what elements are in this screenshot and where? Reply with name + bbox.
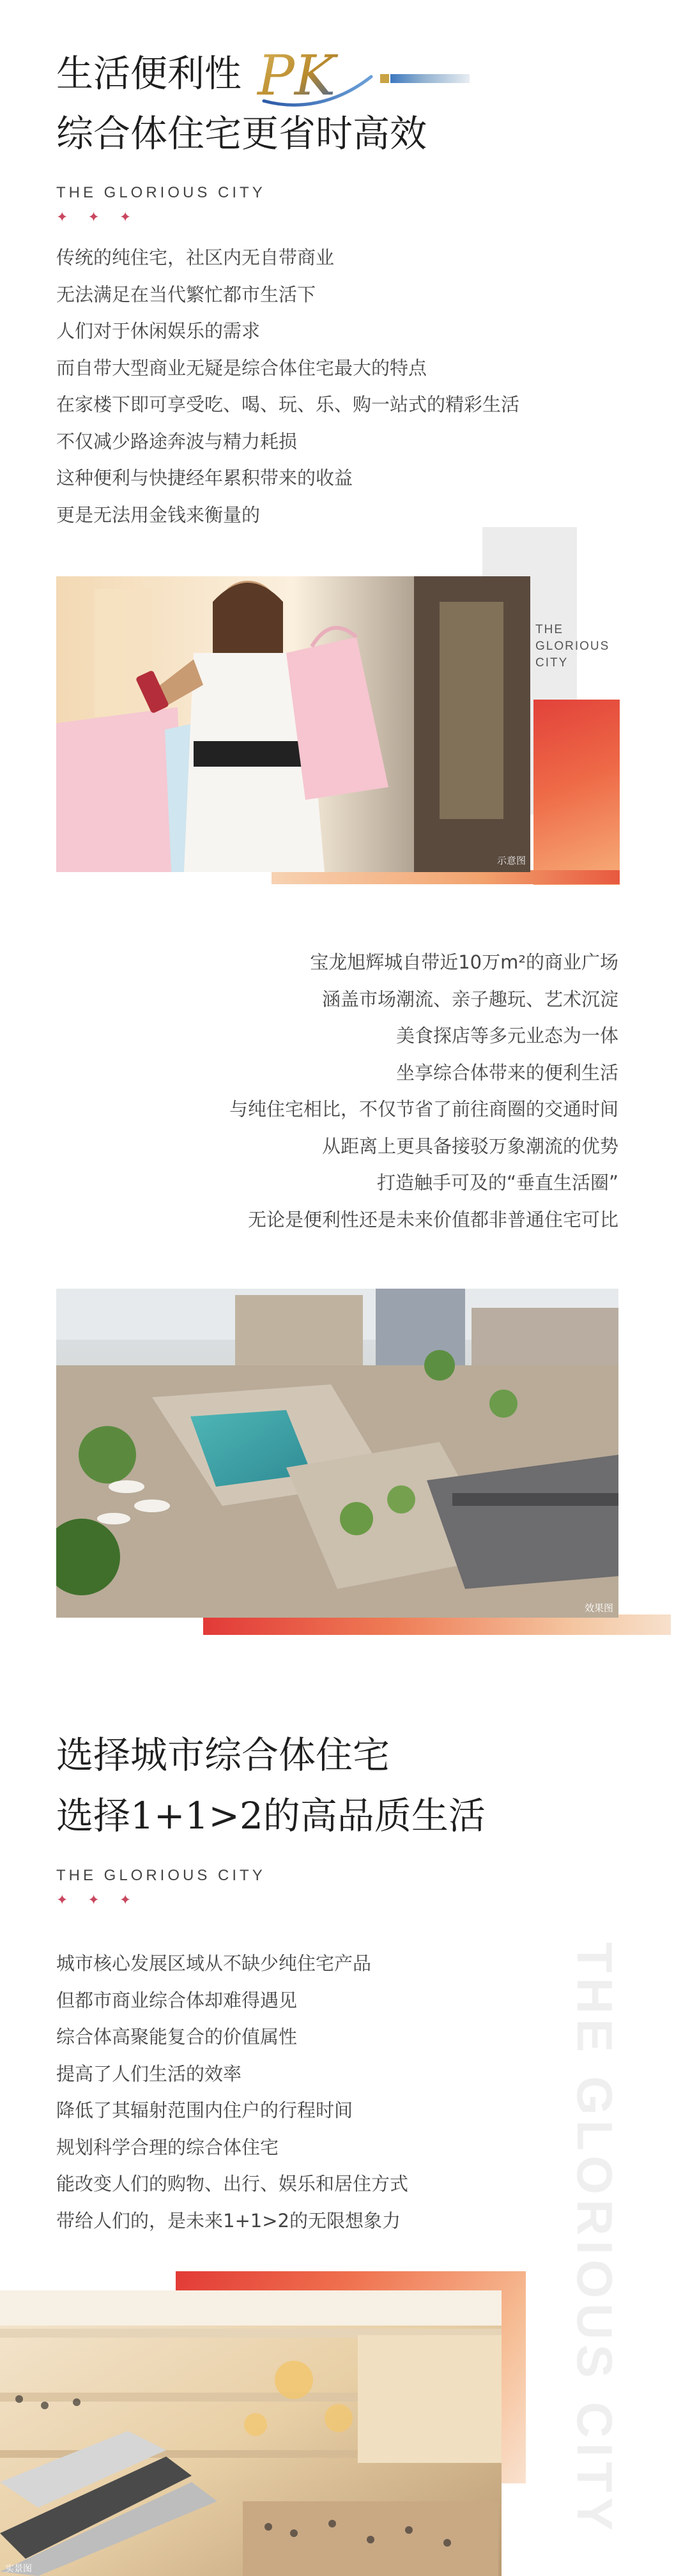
section3-line: 带给人们的，是未来1+1>2的无限想象力: [56, 2209, 401, 2232]
section2-line: 与纯住宅相比，不仅节省了前往商圈的交通时间: [229, 1098, 618, 1120]
section3-line: 但都市商业综合体却难得遇见: [56, 1989, 298, 2011]
section2-line: 坐享综合体带来的便利生活: [395, 1061, 618, 1084]
section1-line: 人们对于休闲娱乐的需求: [56, 320, 261, 342]
section2-photo-caption: 效果图: [584, 1602, 613, 1614]
section3-line: 提高了人们生活的效率: [56, 2062, 242, 2085]
orange-strip-decoration: [272, 870, 620, 884]
section1-line: 在家楼下即可享受吃、喝、玩、乐、购一站式的精彩生活: [56, 394, 520, 415]
section3-line: 降低了其辐射范围内住户的行程时间: [56, 2099, 353, 2121]
mall-interior-photo: [0, 2290, 502, 2576]
vertical-label-line: GLORIOUS: [535, 640, 610, 653]
pk-badge-text: PK: [257, 44, 336, 108]
section3-subtitle: THE GLORIOUS CITY: [56, 1867, 266, 1884]
orange-block-decoration: [533, 700, 620, 885]
section1-line: 更是无法用金钱来衡量的: [56, 503, 261, 526]
section3-photo-caption: 实景图: [5, 2564, 32, 2574]
section2-line: 从距离上更具备接驳万象潮流的优势: [321, 1135, 618, 1157]
section1-photo-caption: 示意图: [496, 855, 526, 866]
section3-paragraph: [56, 1945, 408, 2239]
color-bar-decoration: [380, 72, 470, 86]
section1-subtitle: THE GLORIOUS CITY: [56, 184, 266, 201]
section1-line: 传统的纯住宅，社区内无自带商业: [56, 247, 335, 268]
section2-line: 涵盖市场潮流、亲子趣玩、艺术沉淀: [321, 988, 618, 1010]
section1-paragraph: [56, 240, 519, 533]
pk-badge: [252, 40, 380, 110]
section1-stars: ✦ ✦ ✦: [56, 210, 139, 226]
vertical-label-line: THE: [535, 623, 564, 636]
section1-line: 不仅减少路途奔波与精力耗损: [56, 430, 298, 452]
section3-line: 综合体高聚能复合的价值属性: [56, 2026, 298, 2048]
section1-title-line1: 生活便利性: [56, 52, 242, 95]
section3-line: 能改变人们的购物、出行、娱乐和居住方式: [56, 2173, 409, 2195]
section2-line: 宝龙旭辉城自带近10万m²的商业广场: [310, 951, 618, 973]
vertical-label-line: CITY: [535, 656, 569, 670]
section3-line: 规划科学合理的综合体住宅: [56, 2136, 279, 2158]
vertical-label: [535, 622, 610, 671]
shopping-woman-photo: [56, 576, 530, 872]
plaza-rendering-photo: [56, 1289, 618, 1618]
section1-line: 这种便利与快捷经年累积带来的收益: [56, 467, 353, 489]
section1-line: 而自带大型商业无疑是综合体住宅最大的特点: [56, 356, 427, 379]
vertical-watermark: THE GLORIOUS CITY: [567, 1942, 623, 2536]
section3-line: 城市核心发展区域从不缺少纯住宅产品: [56, 1952, 372, 1974]
section3-title-line2: 选择1+1>2的高品质生活: [56, 1794, 486, 1837]
section1-title-line2: 综合体住宅更省时高效: [56, 112, 427, 155]
section2-line: 打造触手可及的“垂直生活圈”: [376, 1172, 618, 1193]
section2-line: 无论是便利性还是未来价值都非普通住宅可比: [247, 1208, 618, 1230]
section3-stars: ✦ ✦ ✦: [56, 1892, 139, 1908]
section3-title-line1: 选择城市综合体住宅: [56, 1733, 390, 1777]
section2-paragraph: [229, 944, 618, 1238]
section1-line: 无法满足在当代繁忙都市生活下: [56, 283, 316, 305]
section2-line: 美食探店等多元业态为一体: [395, 1025, 618, 1046]
